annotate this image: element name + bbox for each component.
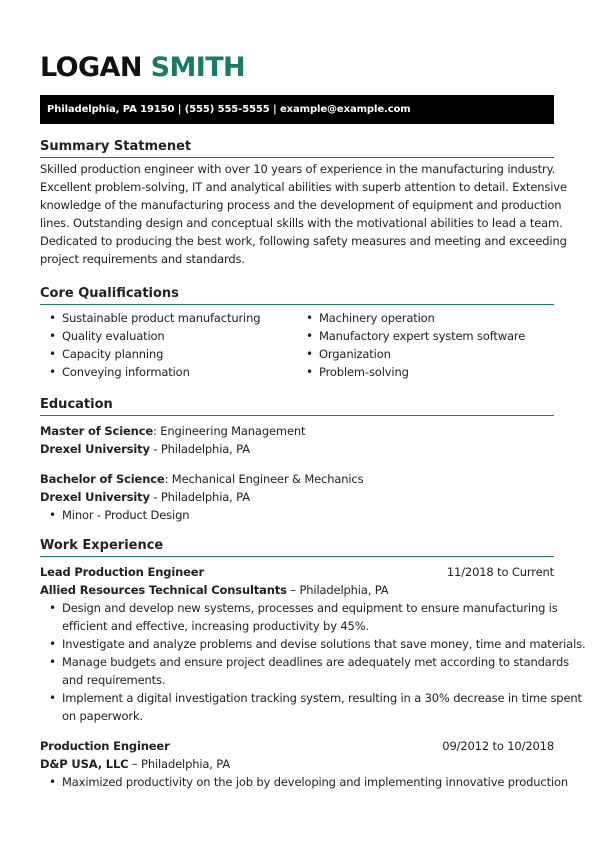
experience-section [40,537,586,791]
last-name: SMITH [150,52,246,83]
contact-bar: Philadelphia, PA 19150 | (555) 555-5555 | example@example.com [40,95,554,124]
education-title: Education [40,396,554,416]
list-item [40,635,586,653]
qualifications-title: Core Qualifications [40,285,554,305]
summary-text [40,160,567,268]
degree-field: : Mechanical Engineer & Mechanics [164,472,364,486]
bullet-line: and requirements. [62,673,166,687]
list-item: • Sustainable product manufacturing [40,309,260,327]
bullet-line: • Investigate and analyze problems and devise solutions that save money, time and materials. [62,637,586,651]
job-dates: 11/2018 to Current [446,565,554,579]
list-item [40,653,570,689]
company-line [40,581,554,599]
bullet-line: • Maximized productivity on the job by developing and implementing innovative production [62,775,569,789]
bullet-line: • Manage budgets and ensure project deadlines are adequately met according to standards [62,655,570,669]
list-item [40,599,558,635]
company-name: Allied Resources Technical Consultants [40,583,287,597]
job-entry [40,563,586,725]
company-location: – Philadelphia, PA [286,583,389,597]
company-location: – Philadelphia, PA [128,757,231,771]
list-item: • Problem-solving [297,363,525,381]
summary-title: Summary Statmenet [40,138,554,158]
degree-line [40,422,554,440]
summary-line: knowledge of the manufacturing process and the development of equipment and production [40,198,562,212]
school-location: - Philadelphia, PA [149,490,250,504]
qualifications-left-list [40,309,260,381]
list-item: • Machinery operation [297,309,525,327]
experience-title: Work Experience [40,537,554,557]
education-entry [40,470,554,524]
list-item [40,773,569,791]
company-line [40,755,554,773]
summary-line: Dedicated to producing the best work, following safety measures and meeting and exceeding [40,234,567,248]
summary-section [40,138,567,268]
degree-field: : Engineering Management [153,424,306,438]
minor-list [40,506,554,524]
bullet-line: • Design and develop new systems, processes and equipment to ensure manufacturing is [62,601,558,615]
summary-line: Skilled production engineer with over 10 years of experience in the manufacturing industry. [40,162,556,176]
degree-name: Master of Science [40,424,154,438]
bullet-line: on paperwork. [62,709,143,723]
qualifications-section [40,285,554,384]
job-dates: 09/2012 to 10/2018 [442,739,554,753]
list-item: • Minor - Product Design [40,506,554,524]
summary-line: project requirements and standards. [40,252,245,266]
job-entry [40,737,569,791]
list-item: • Manufactory expert system software [297,327,525,345]
job-role: Lead Production Engineer [40,565,204,579]
list-item: • Conveying information [40,363,260,381]
company-name: D&P USA, LLC [40,757,129,771]
job-header [40,563,554,581]
candidate-name [40,50,245,86]
degree-line [40,470,554,488]
list-item: • Organization [297,345,525,363]
job-header [40,737,554,755]
first-name: LOGAN [40,52,142,83]
job-role: Production Engineer [40,739,170,753]
degree-name: Bachelor of Science [40,472,165,486]
education-section [40,396,554,524]
school-name: Drexel University [40,490,150,504]
summary-line: Excellent problem-solving, IT and analytical abilities with superb attention to detail. Extensive [40,180,567,194]
qualifications-right-list [297,309,525,381]
job-bullets [40,599,586,725]
bullet-line: • Implement a digital investigation tracking system, resulting in a 30% decrease in time spent [62,691,582,705]
list-item: • Quality evaluation [40,327,260,345]
job-bullets [40,773,569,791]
education-entry [40,422,554,458]
list-item: • Capacity planning [40,345,260,363]
school-name: Drexel University [40,442,150,456]
school-line [40,440,554,458]
qualifications-grid [40,309,554,384]
school-line [40,488,554,506]
bullet-line: efficient and effective, increasing productivity by 45%. [62,619,369,633]
school-location: - Philadelphia, PA [149,442,250,456]
summary-line: lines. Outstanding design and conceptual skills with the motivational abilities to lead a team. [40,216,563,230]
list-item [40,689,582,725]
